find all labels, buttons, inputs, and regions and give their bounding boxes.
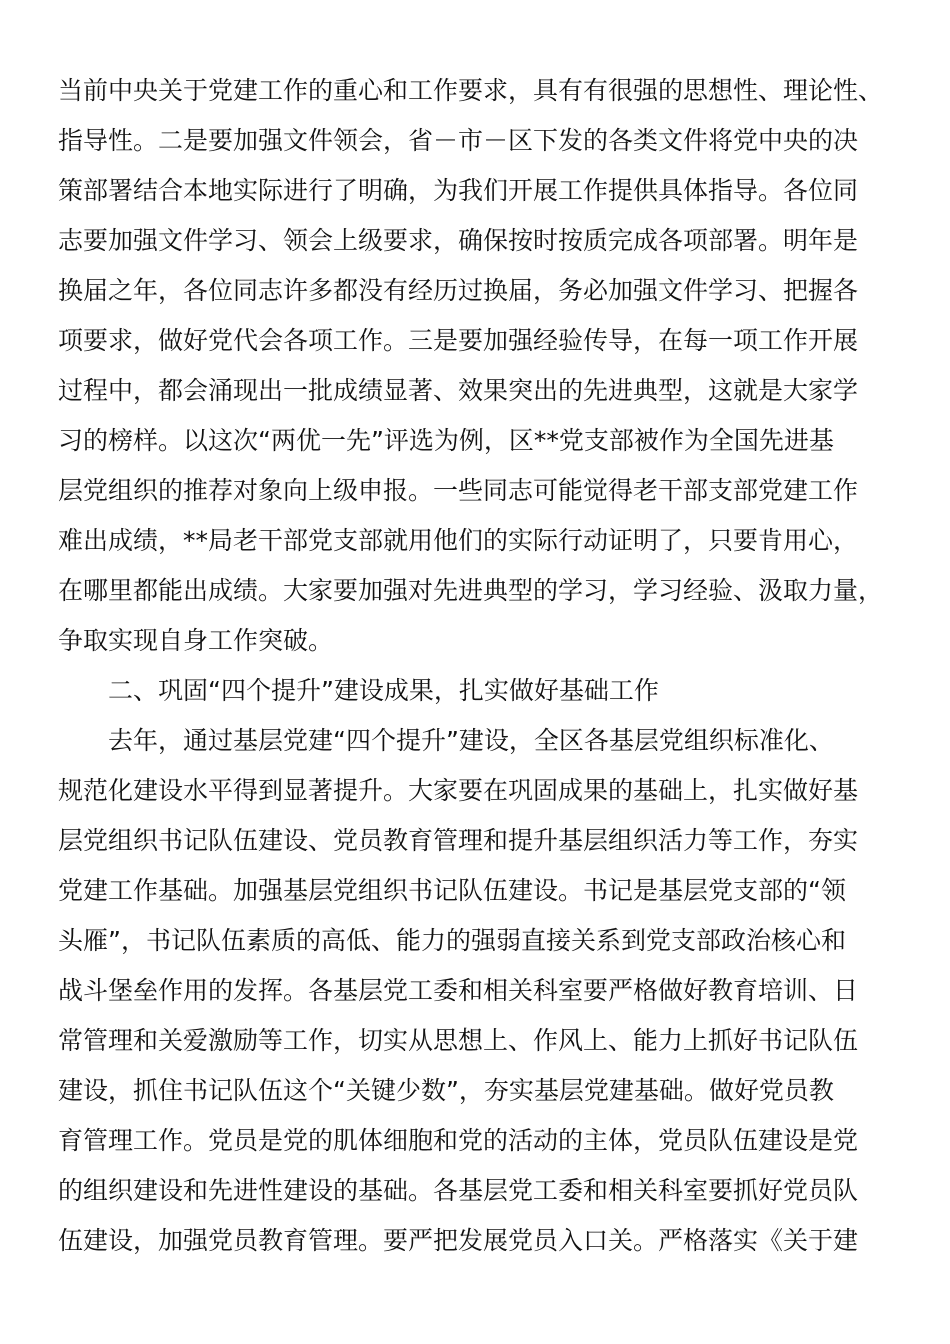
text-line: 头雁”，书记队伍素质的高低、能力的强弱直接关系到党支部政治核心和 — [58, 926, 846, 955]
text-line: 过程中，都会涌现出一批成绩显著、效果突出的先进典型，这就是大家学 — [58, 376, 859, 405]
text-line: 志要加强文件学习、领会上级要求，确保按时按质完成各项部署。明年是 — [58, 226, 859, 255]
text-line: 育管理工作。党员是党的肌体细胞和党的活动的主体，党员队伍建设是党 — [58, 1126, 859, 1155]
text-line: 党建工作基础。加强基层党组织书记队伍建设。书记是基层党支部的“领 — [58, 876, 846, 905]
text-line: 习的榜样。以这次“两优一先”评选为例，区**党支部被作为全国先进基 — [58, 426, 834, 455]
text-line: 常管理和关爱激励等工作，切实从思想上、作风上、能力上抓好书记队伍 — [58, 1026, 859, 1055]
text-line: 指导性。二是要加强文件领会，省－市－区下发的各类文件将党中央的决 — [58, 126, 859, 155]
text-line: 在哪里都能出成绩。大家要加强对先进典型的学习，学习经验、汲取力量， — [58, 576, 884, 605]
text-line: 的组织建设和先进性建设的基础。各基层党工委和相关科室要抓好党员队 — [58, 1176, 859, 1205]
section-heading: 二、巩固“四个提升”建设成果，扎实做好基础工作 — [108, 676, 659, 705]
text-line: 换届之年，各位同志许多都没有经历过换届，务必加强文件学习、把握各 — [58, 276, 859, 305]
text-line: 建设，抓住书记队伍这个“关键少数”，夯实基层党建基础。做好党员教 — [58, 1076, 834, 1105]
text-line: 层党组织书记队伍建设、党员教育管理和提升基层组织活力等工作，夯实 — [58, 826, 859, 855]
text-line: 难出成绩，**局老干部党支部就用他们的实际行动证明了，只要肯用心， — [58, 526, 859, 555]
text-line: 争取实现自身工作突破。 — [58, 626, 334, 655]
text-line: 策部署结合本地实际进行了明确，为我们开展工作提供具体指导。各位同 — [58, 176, 859, 205]
text-line: 项要求，做好党代会各项工作。三是要加强经验传导，在每一项工作开展 — [58, 326, 859, 355]
text-line: 战斗堡垒作用的发挥。各基层党工委和相关科室要严格做好教育培训、日 — [58, 976, 859, 1005]
text-line: 层党组织的推荐对象向上级申报。一些同志可能觉得老干部支部党建工作 — [58, 476, 859, 505]
text-line: 当前中央关于党建工作的重心和工作要求，具有有很强的思想性、理论性、 — [58, 76, 884, 105]
text-line: 伍建设，加强党员教育管理。要严把发展党员入口关。严格落实《关于建 — [58, 1226, 859, 1255]
paragraph-first-line: 去年，通过基层党建“四个提升”建设，全区各基层党组织标准化、 — [108, 726, 834, 755]
body-text — [58, 66, 898, 1266]
text-line: 规范化建设水平得到显著提升。大家要在巩固成果的基础上，扎实做好基 — [58, 776, 859, 805]
